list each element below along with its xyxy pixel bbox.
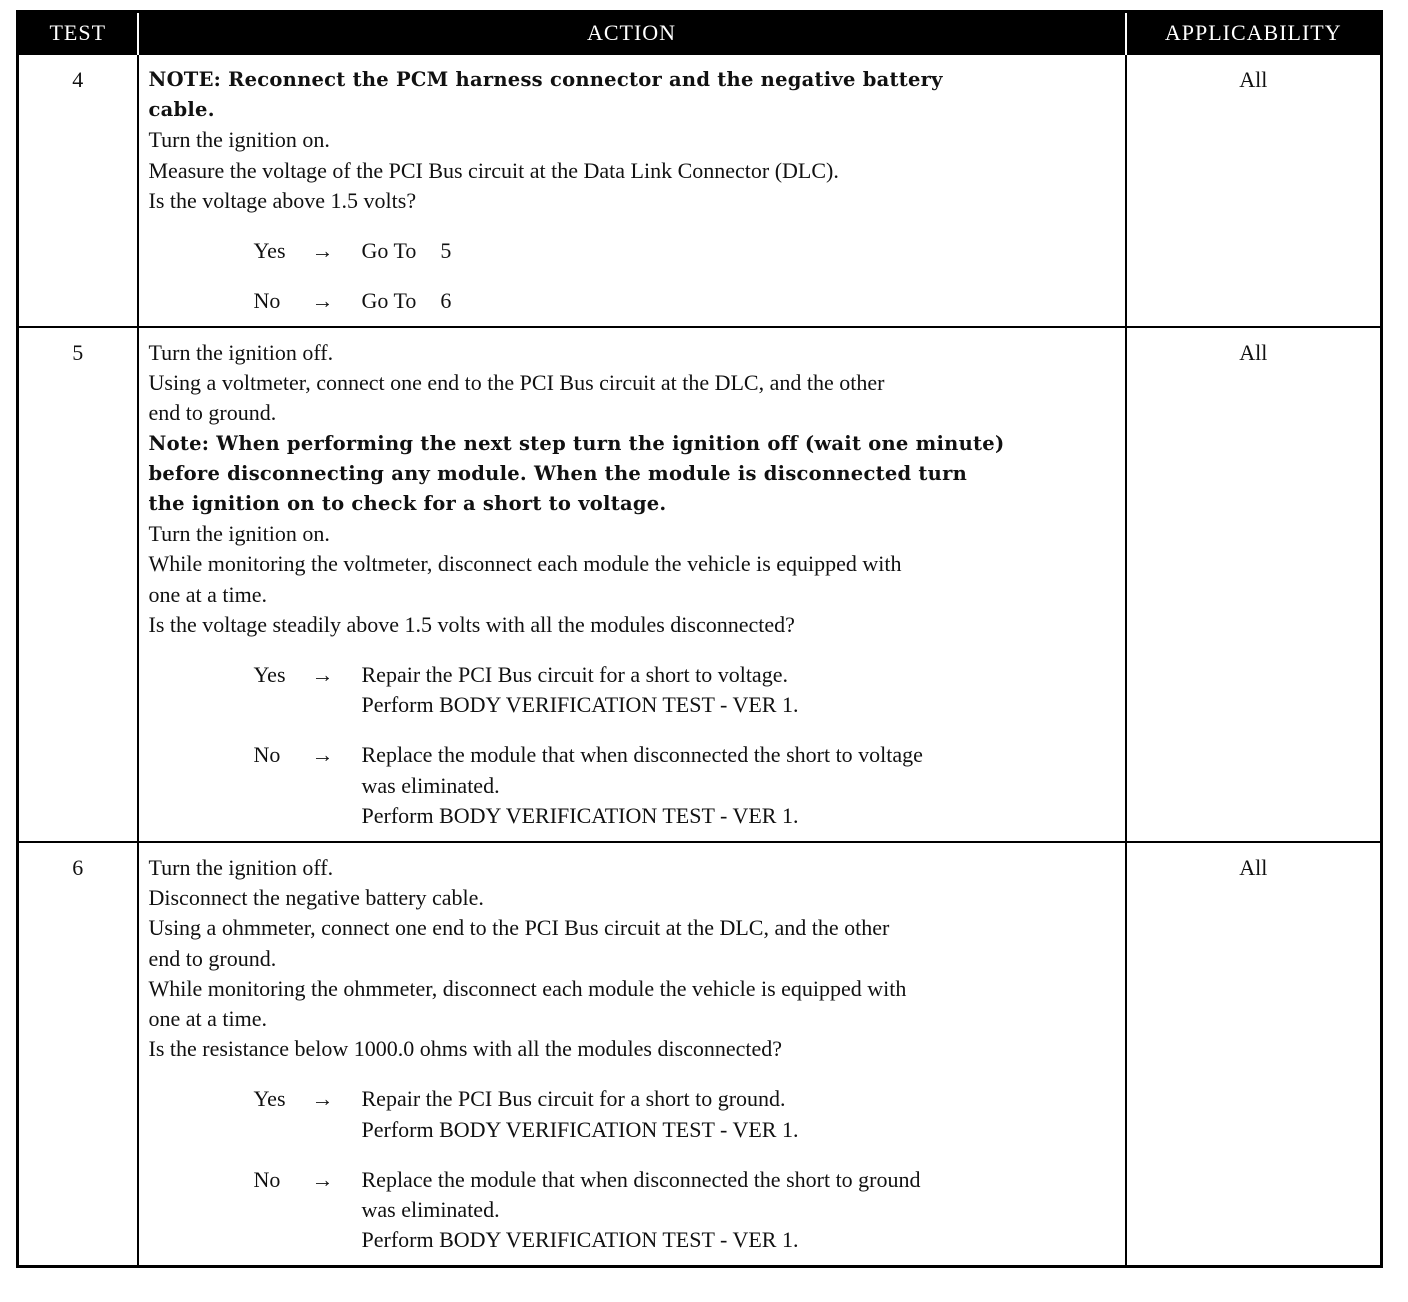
applicability-cell: All (1126, 842, 1382, 1266)
action-line: Turn the ignition on. (148, 521, 330, 547)
result-line: Perform BODY VERIFICATION TEST - VER 1. (361, 1116, 799, 1142)
header-applicability: APPLICABILITY (1126, 12, 1382, 55)
arrow-right-icon: → (311, 238, 334, 264)
action-line: the ignition on to check for a short to voltage. (148, 492, 667, 516)
action-line: Is the resistance below 1000.0 ohms with all the modules disconnected? (148, 1036, 783, 1062)
outcome-answer: No (253, 1166, 281, 1192)
outcome-result (362, 1084, 1117, 1144)
goto-target: 6 (440, 288, 452, 314)
outcome-result (362, 660, 1117, 720)
action-line: Is the voltage steadily above 1.5 volts with all the modules disconnected? (148, 611, 795, 637)
arrow-right-icon: → (311, 1166, 334, 1192)
goto-label: Go To (361, 288, 417, 314)
result-line: Perform BODY VERIFICATION TEST - VER 1. (361, 802, 799, 828)
outcome-answer: Yes (253, 1086, 286, 1112)
diagnostic-test-table (16, 10, 1383, 1268)
arrow-right-icon: → (311, 1086, 334, 1112)
table-header-row (18, 12, 1382, 55)
outcome-result (362, 236, 1117, 266)
outcome-no (149, 286, 1117, 316)
action-line: before disconnecting any module. When the module is disconnected turn (148, 461, 968, 485)
outcome-answer: No (253, 288, 281, 314)
outcome-yes (149, 1084, 1117, 1144)
arrow-right-icon: → (311, 288, 334, 314)
goto-target: 5 (440, 238, 452, 264)
outcome-result (362, 740, 1117, 831)
outcome-yes (149, 660, 1117, 720)
result-line: Perform BODY VERIFICATION TEST - VER 1. (361, 692, 799, 718)
action-cell (138, 54, 1126, 327)
result-line: Perform BODY VERIFICATION TEST - VER 1. (361, 1227, 799, 1253)
action-line: While monitoring the ohmmeter, disconnect each module the vehicle is equipped with (148, 975, 907, 1001)
action-line: Using a ohmmeter, connect one end to the PCI Bus circuit at the DLC, and the other (148, 915, 890, 941)
result-line: was eliminated. (361, 772, 500, 798)
header-action: ACTION (138, 12, 1126, 55)
action-line: Disconnect the negative battery cable. (148, 885, 484, 911)
action-line: Turn the ignition off. (148, 855, 334, 880)
outcome-result (362, 286, 1117, 316)
header-test: TEST (18, 12, 138, 55)
action-line: Measure the voltage of the PCI Bus circuit at the Data Link Connector (DLC). (148, 157, 839, 183)
arrow-right-icon: → (311, 742, 334, 768)
action-line: Note: When performing the next step turn the ignition off (wait one minute) (148, 431, 1005, 455)
action-line: end to ground. (148, 945, 277, 971)
action-line: Turn the ignition on. (148, 127, 330, 153)
test-number: 5 (18, 327, 138, 842)
arrow-right-icon: → (311, 662, 334, 688)
result-line: Repair the PCI Bus circuit for a short to voltage. (361, 662, 788, 688)
outcome-yes (149, 236, 1117, 266)
action-line: Using a voltmeter, connect one end to the PCI Bus circuit at the DLC, and the other (148, 370, 885, 396)
outcome-no (149, 740, 1117, 831)
outcome-answer: Yes (253, 662, 286, 688)
table-row (18, 842, 1382, 1266)
outcome-result (362, 1165, 1117, 1256)
outcome-answer: Yes (253, 238, 286, 264)
action-line: one at a time. (148, 581, 268, 607)
action-cell (138, 842, 1126, 1266)
action-line: Turn the ignition off. (148, 340, 334, 365)
test-number: 4 (18, 54, 138, 327)
table-body (18, 54, 1382, 1266)
table-row (18, 54, 1382, 327)
action-line: NOTE: Reconnect the PCM harness connector and the negative battery (148, 68, 943, 91)
applicability-cell: All (1126, 327, 1382, 842)
table-row (18, 327, 1382, 842)
outcome-no (149, 1165, 1117, 1256)
action-line: While monitoring the voltmeter, disconnect each module the vehicle is equipped with (148, 551, 902, 577)
result-line: Repair the PCI Bus circuit for a short to ground. (361, 1086, 786, 1112)
result-line: was eliminated. (361, 1197, 500, 1223)
test-number: 6 (18, 842, 138, 1266)
goto-label: Go To (361, 238, 417, 264)
action-line: Is the voltage above 1.5 volts? (148, 187, 417, 213)
action-line: end to ground. (148, 400, 277, 426)
action-line: one at a time. (148, 1006, 268, 1032)
outcome-answer: No (253, 742, 281, 768)
action-cell (138, 327, 1126, 842)
result-line: Replace the module that when disconnected the short to ground (361, 1166, 921, 1192)
applicability-cell: All (1126, 54, 1382, 327)
action-line: cable. (148, 98, 215, 122)
result-line: Replace the module that when disconnected the short to voltage (361, 742, 923, 768)
